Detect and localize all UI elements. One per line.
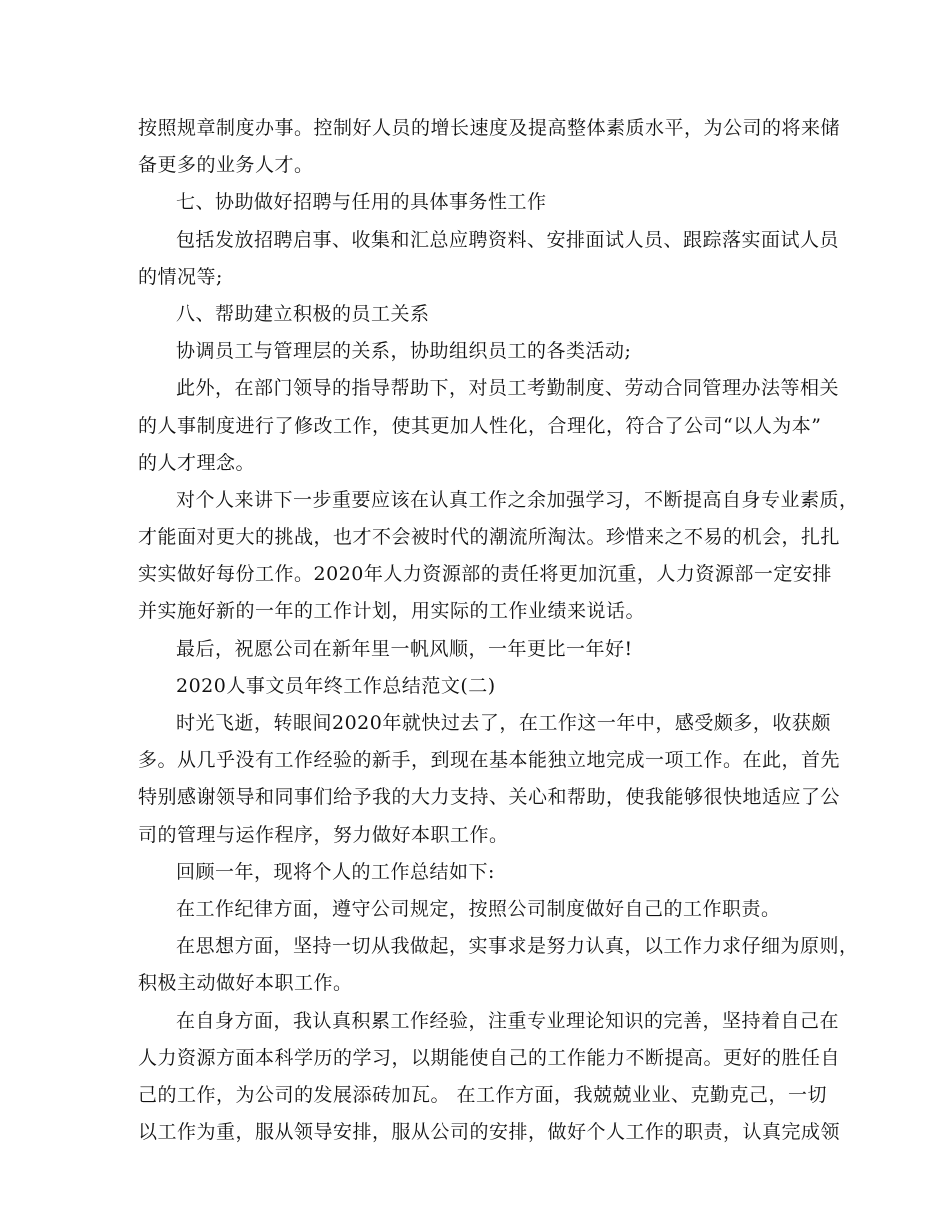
- text-line: 积极主动做好本职工作。: [138, 972, 353, 994]
- text-line: 在自身方面，我认真积累工作经验，注重专业理论知识的完善，坚持着自己在: [176, 1010, 840, 1032]
- text-line: 才能面对更大的挑战，也才不会被时代的潮流所淘汰。珍惜来之不易的机会，扎扎: [138, 526, 841, 548]
- text-line: 协调员工与管理层的关系，协助组织员工的各类活动;: [176, 340, 632, 362]
- section-heading: 七、协助做好招聘与任用的具体事务性工作: [176, 191, 547, 213]
- text-line: 己的工作，为公司的发展添砖加瓦。 在工作方面，我兢兢业业、克勤克己，一切: [138, 1084, 828, 1106]
- text-line: 并实施好新的一年的工作计划，用实际的工作业绩来说话。: [138, 600, 646, 622]
- text-line: 最后，祝愿公司在新年里一帆风顺，一年更比一年好!: [176, 638, 633, 660]
- text-line: 的人才理念。: [138, 452, 256, 474]
- text-line: 的情况等;: [138, 266, 223, 288]
- text-line: 在思想方面，坚持一切从我做起，实事求是努力认真，以工作力求仔细为原则，: [176, 935, 859, 957]
- section-heading: 八、帮助建立积极的员工关系: [176, 303, 430, 325]
- text-line: 在工作纪律方面，遵守公司规定，按照公司制度做好自己的工作职责。: [176, 898, 781, 920]
- text-line: 人力资源方面本科学历的学习，以期能使自己的工作能力不断提高。更好的胜任自: [138, 1047, 841, 1069]
- text-line: 回顾一年，现将个人的工作总结如下:: [176, 861, 495, 883]
- article-title: 2020人事文员年终工作总结范文(二): [176, 675, 496, 697]
- text-line: 多。从几乎没有工作经验的新手，到现在基本能独立地完成一项工作。在此，首先: [138, 749, 841, 771]
- text-line: 的人事制度进行了修改工作，使其更加人性化，合理化，符合了公司“以人为本”: [138, 415, 822, 437]
- text-line: 实实做好每份工作。2020年人力资源部的责任将更加沉重，人力资源部一定安排: [138, 563, 832, 585]
- text-line: 此外，在部门领导的指导帮助下，对员工考勤制度、劳动合同管理办法等相关: [176, 377, 840, 399]
- text-line: 对个人来讲下一步重要应该在认真工作之余加强学习，不断提高自身专业素质，: [176, 489, 859, 511]
- text-line: 按照规章制度办事。控制好人员的增长速度及提高整体素质水平，为公司的将来储: [138, 117, 841, 139]
- text-line: 以工作为重，服从领导安排，服从公司的安排，做好个人工作的职责，认真完成领: [138, 1121, 841, 1143]
- text-line: 时光飞逝，转眼间2020年就快过去了，在工作这一年中，感受颇多，收获颇: [176, 712, 831, 734]
- text-line: 特别感谢领导和同事们给予我的大力支持、关心和帮助，使我能够很快地适应了公: [138, 786, 841, 808]
- text-line: 包括发放招聘启事、收集和汇总应聘资料、安排面试人员、跟踪落实面试人员: [176, 229, 840, 251]
- text-line: 司的管理与运作程序，努力做好本职工作。: [138, 824, 509, 846]
- text-line: 备更多的业务人才。: [138, 154, 314, 176]
